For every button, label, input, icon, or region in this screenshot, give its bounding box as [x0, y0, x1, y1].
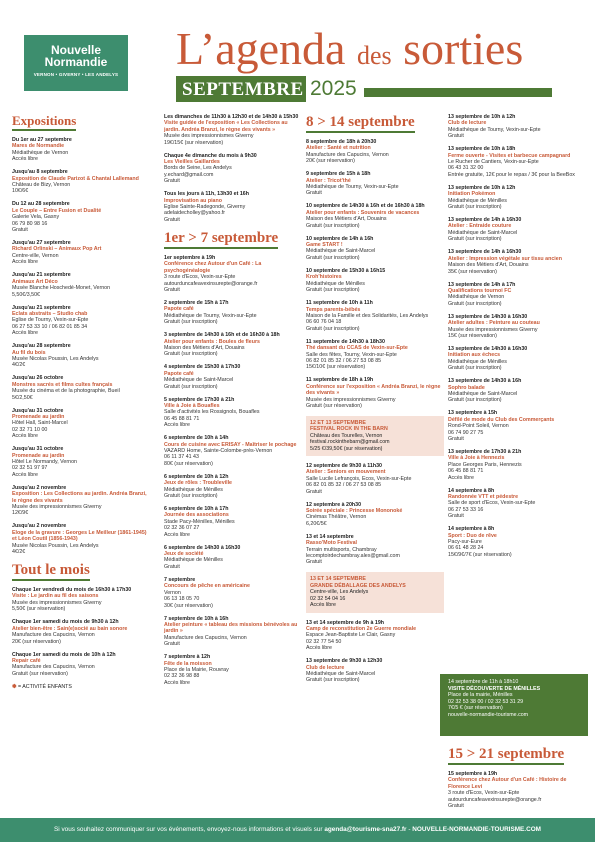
event-title: Animaux Art Déco: [12, 278, 58, 285]
event-date: Jusqu'au 26 octobre: [12, 375, 64, 382]
event-details: Eglise de Tourny, Vexin-sur-Epte 06 27 53 33 10 / 06 82 01 85 34 Accès libre: [12, 317, 89, 337]
event-date: 12 septembre à 20h30: [306, 501, 362, 508]
event-date: 13 septembre de 10h à 18h: [448, 146, 516, 153]
event-item: [164, 616, 302, 648]
greenbox-date: 14 septembre de 11h à 18h10: [448, 679, 519, 685]
event-title: Papote café: [164, 370, 194, 377]
section-week3: 15 > 21 septembre: [448, 746, 586, 765]
event-item: [164, 332, 302, 358]
event-title: Fête de la moisson: [164, 660, 212, 667]
event-details: Musée des impressionnismes Giverny 19€/15€ (sur réservation): [164, 133, 254, 146]
event-date: 13 septembre de 14h à 16h30: [448, 249, 522, 256]
event-date: 13 septembre de 10h à 12h: [448, 114, 516, 120]
event-date: Jusqu'au 21 septembre: [12, 272, 71, 279]
logo-line1: Nouvelle: [50, 43, 101, 57]
event-item: [306, 339, 444, 371]
event-details: Hôtel Le Normandy, Vernon 02 32 51 97 97 Accès libre: [12, 459, 77, 478]
column-1: [12, 114, 150, 690]
event-date: 11 septembre de 14h30 à 18h30: [306, 338, 385, 345]
event-date: 13 septembre à 15h: [448, 410, 498, 417]
event-date: Chaque 1er samedi du mois de 10h à 12h: [12, 651, 116, 658]
event-item: [164, 474, 302, 500]
week2-events-list: [306, 139, 444, 409]
event-item: [164, 364, 302, 390]
event-item: [448, 185, 586, 211]
event-title: Randonnée VTT et pédestre: [448, 494, 519, 501]
event-title: Atelier adultes : Peinture au couteau: [448, 320, 540, 327]
event-item: [164, 114, 302, 146]
event-details: Musée Blanche Hoschedé-Monet, Vernon 5,50€/3,50€: [12, 285, 111, 298]
event-item: [164, 506, 302, 538]
event-details: Médiathèque de Saint-Marcel Gratuit (sur inscription): [448, 390, 518, 404]
event-details: Médiathèque de Saint-Marcel Gratuit (sur inscription): [306, 248, 376, 261]
event-date: 13 septembre de 14h30 à 16h: [448, 378, 522, 385]
event-item: [12, 619, 150, 645]
event-date: 12 septembre de 9h30 à 11h30: [306, 463, 382, 469]
event-date: 6 septembre de 14h30 à 16h30: [164, 544, 241, 551]
event-details: Musée des impressionnismes Giverny 15€ (sur réservation): [448, 326, 538, 339]
event-item: [164, 435, 302, 467]
event-date: Chaque 1er samedi du mois de 9h30 à 12h: [12, 619, 119, 626]
event-item: [306, 620, 444, 652]
event-details: Manufacture des Capucins, Vernon 20€ (sur réservation): [306, 151, 389, 165]
highlight-box-festival: [306, 416, 444, 456]
event-title: Thé dansant du CCAS de Vexin-sur-Epte: [306, 345, 408, 352]
event-title: Ville à Joie à Hennezis: [448, 455, 505, 462]
event-title: Club de lecture: [448, 120, 487, 127]
event-date: Jusqu'au 2 novembre: [12, 484, 67, 491]
event-title: Papote café: [164, 306, 194, 313]
event-item: [12, 523, 150, 555]
event-item: [12, 375, 150, 401]
event-details: Musée Nicolas Poussin, Les Andelys 4€/2€: [12, 355, 99, 369]
event-title: Atelier pour enfants : Souvenirs de vacances: [306, 209, 420, 216]
event-details: Médiathèque de Ménilles Gratuit (sur inscription): [448, 358, 507, 372]
event-title: Promenade au jardin: [12, 413, 65, 420]
event-date: 7 septembre de 10h à 16h: [164, 615, 229, 622]
event-title: Repair café: [12, 657, 41, 664]
event-date: Tous les jours à 11h, 13h30 et 16h: [164, 191, 249, 198]
event-item: [306, 658, 444, 684]
event-item: [164, 153, 302, 185]
event-title: Conférence chez Autour d'un Café : La psychogénéalogie: [164, 261, 262, 274]
event-item: [306, 268, 444, 294]
logo-line2: Normandie: [44, 55, 108, 69]
event-title: Exposition de Claude Parizot & Chantal Lallemand: [12, 175, 139, 182]
event-title: Qualifications tournoi FC: [448, 287, 512, 294]
month-events-list: [12, 587, 150, 677]
event-date: 14 septembre à 8h: [448, 487, 495, 494]
week2b-events-list: [306, 463, 444, 566]
event-title: Conférence chez Autour d'un Café : Histoire de Florence Levi: [448, 777, 567, 790]
footer-email-link[interactable]: agenda@tourisme-sna27.fr: [324, 826, 407, 833]
event-title: Promenade au jardin: [12, 452, 65, 459]
event-date: 5 septembre de 17h30 à 21h: [164, 396, 235, 403]
event-details: Manufacture des Capucins, Vernon 20€ (sur réservation): [12, 632, 95, 645]
event-title: Atelier pour enfants : Boules de fleurs: [164, 338, 260, 345]
event-details: Médiathèque de Tourny, Vexin-sur-Epte Gratuit: [448, 126, 541, 140]
event-date: 2 septembre de 15h à 17h: [164, 299, 229, 306]
event-title: Défilé de mode du Club des Commerçants: [448, 416, 555, 423]
event-details: Espace Jean-Baptiste Le Clair, Gasny 02 32 77 54 50 Accès libre: [306, 632, 396, 652]
event-title: Atelier peinture « tableau des missions bénévoles au jardin »: [164, 621, 298, 635]
event-item: [12, 446, 150, 478]
banner-rule: [364, 88, 552, 97]
event-title: Initiation aux échecs: [448, 352, 501, 359]
event-item: [306, 463, 444, 495]
event-date: Jusqu'au 31 octobre: [12, 446, 64, 453]
event-details: Manufacture des Capucins, Vernon Gratuit (sur réservation): [12, 664, 95, 677]
event-details: Maison de la Famille et des Solidarités, Les Andelys 06 60 76 04 18 Gratuit (sur inscription): [306, 312, 429, 332]
event-item: [448, 526, 586, 558]
column-4: [448, 114, 586, 565]
event-item: [448, 488, 586, 520]
month-banner: [176, 76, 576, 102]
event-date: 7 septembre à 12h: [164, 654, 211, 661]
event-details: 3 route d'Ecos, Vexin-sur-Epte autourduncafeavexinsurepte@orange.fr Gratuit: [164, 274, 258, 293]
year-label: 2025: [310, 77, 357, 100]
event-title: Cours de cuisine avec ERISAY - Maîtriser le pochage: [164, 441, 297, 448]
section-week2: 8 > 14 septembre: [306, 114, 444, 133]
event-item: [164, 577, 302, 609]
event-item: [448, 378, 586, 404]
week2c-events-list: [306, 620, 444, 684]
event-details: Rond-Point Soleil, Vernon 06 74 90 27 75 Gratuit: [448, 423, 509, 442]
event-date: 10 septembre de 15h30 à 16h15: [306, 267, 386, 274]
event-details: Manufacture des Capucins, Vernon Gratuit: [164, 634, 247, 648]
event-date: 10 septembre de 14h30 à 16h et de 16h30 à 18h: [306, 203, 425, 210]
event-details: Médiathèque de Ménilles Gratuit (sur inscription): [164, 486, 223, 500]
event-details: Bords de Seine, Les Andelys y.echard@gmail.com Gratuit: [164, 165, 232, 185]
page-title: [176, 24, 576, 74]
event-title: Visite guidée de l'exposition « Les Collections au jardin. Andréa Branzi, le règne des vivants »: [164, 120, 288, 133]
logo-line3: VERNON • GIVERNY • LES ANDELYS: [33, 72, 119, 77]
event-details: Terrain multisports, Chambray lecomptoirdechambray.alex@gmail.com Gratuit: [306, 546, 400, 566]
highlight-title: FESTIVAL ROCK IN THE BARN: [310, 426, 388, 433]
event-title: Atelier : Seniors en mouvement: [306, 469, 386, 476]
event-title: Visite : Le jardin au fil des saisons: [12, 593, 99, 600]
event-item: [448, 249, 586, 275]
event-item: [306, 203, 444, 229]
event-date: 13 septembre de 10h à 12h: [448, 184, 516, 191]
event-item: [12, 240, 150, 266]
legend: [12, 684, 150, 690]
event-title: Concours de pêche en américaine: [164, 583, 250, 590]
event-details: Place Georges Paris, Hennezis 06 45 88 81 71 Accès libre: [448, 461, 522, 481]
event-item: [448, 217, 586, 243]
greenbox-title: VISITE DÉCOUVERTE DE MÉNILLES: [448, 685, 541, 692]
event-title: Club de lecture: [306, 664, 345, 671]
event-date: 13 et 14 septembre: [306, 533, 354, 540]
event-details: Médiathèque de Saint-Marcel Gratuit (sur inscription): [448, 229, 518, 243]
highlight-details: Château des Tourelles, Vernon festival.rockinthebarn@gmail.com 5/25 €/39,50€ (sur réservation): [310, 432, 390, 452]
event-date: 13 septembre de 14h30 à 16h30: [448, 345, 528, 352]
event-details: Maison des Métiers d'Art, Douains 35€ (sur réservation): [448, 262, 529, 275]
event-title: Conférence sur l'exposition « Andréa Branzi, le règne des vivants »: [306, 383, 441, 397]
event-title: Atelier : Tricot'thé: [306, 177, 351, 184]
event-title: Sophro balade: [448, 384, 485, 391]
event-details: Médiathèque de Tourny, Vexin-sur-Epte Gratuit: [306, 184, 399, 197]
event-item: [12, 587, 150, 613]
event-details: Musée du cinéma et de la photographie, Bueil 5€/2,50€: [12, 388, 120, 401]
title-part-a: L’agenda: [176, 23, 346, 74]
week1-events-list: [164, 255, 302, 686]
event-title: Initiation Pokémon: [448, 191, 496, 198]
section-exhibitions: Expositions: [12, 114, 150, 131]
event-item: [448, 282, 586, 308]
event-details: Médiathèque de Ménilles Gratuit: [164, 557, 223, 570]
event-date: 13 septembre de 14h à 16h30: [448, 217, 522, 224]
event-title: Au fil du bois: [12, 349, 46, 356]
event-date: 13 septembre de 14h30 à 16h30: [448, 313, 528, 320]
event-details: Cinémas Théâtre, Vernon 6,20€/5€: [306, 514, 367, 527]
footer-text: Si vous souhaitez communiquer sur vos événements, envoyez-nous informations et visuels sur: [53, 826, 323, 833]
event-details: Centre-ville, Vernon Accès libre: [12, 252, 59, 266]
event-details: Salle de sport d'Ecos, Vexin-sur-Epte 06 27 53 33 16 Gratuit: [448, 500, 536, 520]
column-2: [164, 114, 302, 693]
event-item: [448, 114, 586, 140]
event-item: [448, 771, 586, 809]
event-item: [306, 171, 444, 197]
event-details: Stade Pacy-Ménilles, Ménilles 02 32 36 07 27 Accès libre: [164, 518, 235, 538]
event-item: [12, 343, 150, 369]
event-details: Eglise Sainte-Radegonde, Giverny adelaidecholley@yahoo.fr Gratuit: [164, 204, 246, 223]
event-details: Musée des impressionnismes Giverny 5,50€ (sur réservation): [12, 599, 102, 613]
event-date: 13 septembre de 9h30 à 12h30: [306, 658, 383, 665]
event-details: Médiathèque de Vernon Gratuit (sur inscription): [448, 294, 505, 307]
event-details: Médiathèque de Saint-Marcel Gratuit (sur inscription): [164, 377, 234, 390]
event-item: [306, 377, 444, 409]
event-item: [12, 485, 150, 517]
event-details: Médiathèque de Tourny, Vexin-sur-Epte Gratuit (sur inscription): [164, 312, 257, 326]
event-date: 10 septembre de 14h à 16h: [306, 235, 374, 242]
event-title: Ferme ouverte - Visites et barbecue campagnard: [448, 152, 571, 159]
event-details: Médiathèque de Ménilles Gratuit (sur inscription): [306, 280, 365, 294]
event-title: Soirée spéciale : Princesse Mononoké: [306, 508, 403, 515]
event-item: [164, 255, 302, 293]
week3-events-list: [448, 771, 586, 809]
event-details: Musée des impressionnismes Giverny 12€/9€: [12, 504, 102, 517]
event-item: [12, 408, 150, 440]
event-date: Du 1er au 27 septembre: [12, 137, 72, 143]
event-date: 6 septembre de 10h à 17h: [164, 506, 229, 513]
event-date: 7 septembre: [164, 576, 196, 583]
event-title: Improvisation au piano: [164, 197, 222, 204]
greenbox-details: Place de la mairie, Ménilles 02 32 53 38 00 / 02 32 53 31 29 7€/5 € (sur réservation) nouvelle-normandie-tourisme.com: [448, 692, 529, 718]
event-item: [12, 201, 150, 233]
event-details: 3 route d'Ecos, Vexin-sur-Epte autourduncafeavexinsurepte@orange.fr Gratuit: [448, 790, 542, 810]
event-date: 4 septembre de 15h30 à 17h30: [164, 364, 241, 371]
event-details: Médiathèque de Vernon Accès libre: [12, 149, 69, 163]
event-item: [306, 534, 444, 566]
event-date: 1er septembre à 19h: [164, 254, 216, 261]
event-title: Game START !: [306, 242, 343, 249]
legend-text: = ACTIVITÉ ENFANTS: [17, 683, 72, 690]
event-details: VAZARD Home, Sainte-Colombe-près-Vernon 06 11 37 41 43 80€ (sur réservation): [164, 448, 273, 467]
event-title: Le Couple – Entre Fusion et Dualité: [12, 207, 102, 214]
intro-events-list: [164, 114, 302, 223]
event-item: [164, 191, 302, 223]
event-date: Jusqu'au 8 septembre: [12, 169, 68, 176]
event-title: Mares de Normandie: [12, 143, 65, 150]
event-details: Vernon 06 13 18 05 70 30€ (sur réservation): [164, 589, 213, 609]
event-date: 11 septembre de 18h à 19h: [306, 377, 374, 384]
event-date: 15 septembre à 19h: [448, 771, 498, 777]
event-date: 13 septembre de 17h30 à 21h: [448, 449, 522, 455]
event-title: Sport : Duo de rêve: [448, 532, 497, 539]
event-details: Hôtel Hall, Saint-Marcel 02 32 71 10 00 Accès libre: [12, 420, 68, 440]
event-date: Chaque 1er vendredi du mois de 16h30 à 17h30: [12, 587, 132, 594]
event-item: [306, 300, 444, 332]
week2d-events-list: [448, 114, 586, 558]
column-3: [306, 114, 444, 690]
event-title: Ville à Joie à Bouafles: [164, 402, 220, 409]
footer-site-link[interactable]: NOUVELLE-NORMANDIE-TOURISME.COM: [412, 826, 541, 833]
highlight-box-deballage: [306, 572, 444, 612]
event-title: Kroh'histoires: [306, 274, 342, 281]
title-part-b: des: [356, 41, 392, 70]
event-title: Rasso'Moto Festival: [306, 540, 358, 547]
event-details: Maison des Métiers d'Art, Douains Gratuit (sur inscription): [306, 216, 387, 229]
event-item: [448, 410, 586, 442]
month-label: SEPTEMBRE: [182, 79, 304, 100]
event-title: Temps parents-bébés: [306, 306, 361, 313]
title-part-c: sorties: [403, 23, 524, 74]
event-title: Eloge de la gravure : Georges Le Meilleur (1861-1945) et Léon Coutil (1856-1943): [12, 529, 147, 543]
event-item: [12, 169, 150, 195]
event-title: Atelier : Entraide couture: [448, 223, 512, 230]
event-item: [164, 545, 302, 571]
brand-logo: [24, 35, 128, 91]
event-date: 9 septembre de 15h à 18h: [306, 171, 371, 178]
highlight-details: Centre-ville, Les Andelys 02 32 54 04 16 Accès libre: [310, 589, 369, 609]
event-item: [306, 139, 444, 165]
event-date: 8 septembre de 18h à 20h30: [306, 139, 377, 145]
event-details: Le Rucher de Cantiers, Vexin-sur-Epte 06 43 31 32 00 Entrée gratuite, 12€ pour le repas / 3€ pour la BeeBox: [448, 159, 575, 178]
highlight-date: 13 ET 14 SEPTEMBRE: [310, 576, 366, 583]
event-item: [164, 300, 302, 326]
event-date: Chaque 4e dimanche du mois à 9h30: [164, 152, 257, 159]
event-date: Les dimanches de 11h30 à 12h30 et de 14h30 à 15h30: [164, 114, 299, 120]
event-item: [448, 346, 586, 372]
event-date: 13 septembre de 14h à 17h: [448, 281, 516, 288]
event-title: Monstres sacrés et films cultes français: [12, 381, 113, 388]
child-activity-icon: ✽: [12, 683, 17, 690]
event-date: 14 septembre à 8h: [448, 526, 495, 533]
event-details: Médiathèque de Ménilles Gratuit (sur inscription): [448, 197, 507, 211]
footer-separator: -: [406, 826, 413, 833]
event-item: [12, 272, 150, 298]
event-title: Journée des associations: [164, 512, 229, 519]
event-details: Place de la Mairie, Rouvray 02 32 36 98 88 Accès libre: [164, 666, 229, 686]
event-item: [448, 146, 586, 178]
event-item: [306, 236, 444, 262]
section-month: Tout le mois: [12, 562, 150, 581]
event-date: 3 septembre de 14h30 à 16h et de 16h30 à 18h: [164, 332, 280, 339]
event-details: Médiathèque de Saint-Marcel Gratuit (sur inscription): [306, 670, 376, 684]
highlight-title: GRANDE DÉBALLAGE DES ANDELYS: [310, 582, 406, 589]
event-details: Musée Nicolas Poussin, Les Andelys 4€/2€: [12, 542, 99, 556]
event-details: Pacy-sur-Eure 06 61 48 28 24 15€/9€/7€ (sur réservation): [448, 539, 512, 558]
event-title: Richard Orlinski – Animaux Pop Art: [12, 246, 102, 253]
event-date: Jusqu'au 28 septembre: [12, 343, 71, 350]
event-item: [12, 652, 150, 678]
highlight-date: 12 ET 13 SEPTEMBRE: [310, 419, 366, 426]
event-date: 6 septembre de 10h à 14h: [164, 435, 229, 442]
exhibitions-list: [12, 137, 150, 555]
event-title: Jeux de société: [164, 551, 204, 558]
event-date: Jusqu'au 2 novembre: [12, 523, 67, 530]
event-title: Atelier bien-être : Sain(e)socié au bain sonore: [12, 625, 128, 632]
column-4-bottom: [448, 746, 586, 816]
event-date: 11 septembre de 10h à 11h: [306, 300, 373, 307]
event-date: 13 et 14 septembre de 9h à 19h: [306, 619, 385, 626]
footer-bar: [0, 818, 595, 842]
event-title: Eclats abstraits – Studio chab: [12, 310, 88, 317]
event-details: Salle Lucile Lefrançois, Ecos, Vexin-sur-Epte 06 82 01 85 32 / 06 27 53 08 85 Gratuit: [306, 475, 412, 495]
highlight-box-menilles: [440, 674, 588, 736]
event-title: Atelier : Santé et nutrition: [306, 145, 371, 152]
event-date: Jusqu'au 21 septembre: [12, 304, 71, 311]
event-title: Camp de reconstitution 2e Guerre mondiale: [306, 625, 417, 632]
event-date: 6 septembre de 10h à 12h: [164, 473, 229, 480]
event-item: [448, 314, 586, 340]
event-date: Du 12 au 28 septembre: [12, 201, 70, 208]
event-details: Salle des fêtes, Tourny, Vexin-sur-Epte 06 82 01 85 32 / 06 27 53 08 85 15€/10€ (sur réservation): [306, 351, 397, 371]
event-title: Les Vieilles Gaillardes: [164, 159, 220, 166]
event-item: [12, 137, 150, 163]
event-details: Musée des impressionnismes Giverny Gratuit (sur réservation): [306, 396, 396, 409]
event-item: [164, 397, 302, 429]
section-week1: 1er > 7 septembre: [164, 230, 302, 249]
event-title: Jeux de rôles : Troubleville: [164, 480, 233, 487]
event-date: Jusqu'au 31 octobre: [12, 407, 64, 414]
event-title: Exposition : Les Collections au jardin. Andréa Branzi, le règne des vivants: [12, 491, 147, 504]
event-details: Salle d'activités les Rossignols, Bouafles 06 45 88 81 71 Accès libre: [164, 409, 260, 429]
event-item: [448, 449, 586, 481]
event-title: Atelier : Impression végétale sur tissu ancien: [448, 255, 562, 262]
event-details: Maison des Métiers d'Art, Douains Gratuit (sur inscription): [164, 344, 245, 358]
event-item: [306, 502, 444, 528]
event-item: [12, 305, 150, 337]
event-item: [164, 654, 302, 686]
event-details: Galerie Vela, Gasny 06 79 80 98 16 Gratuit: [12, 214, 60, 234]
event-details: Château de Bizy, Vernon 10€/6€: [12, 182, 71, 195]
event-date: Jusqu'au 27 septembre: [12, 240, 71, 247]
